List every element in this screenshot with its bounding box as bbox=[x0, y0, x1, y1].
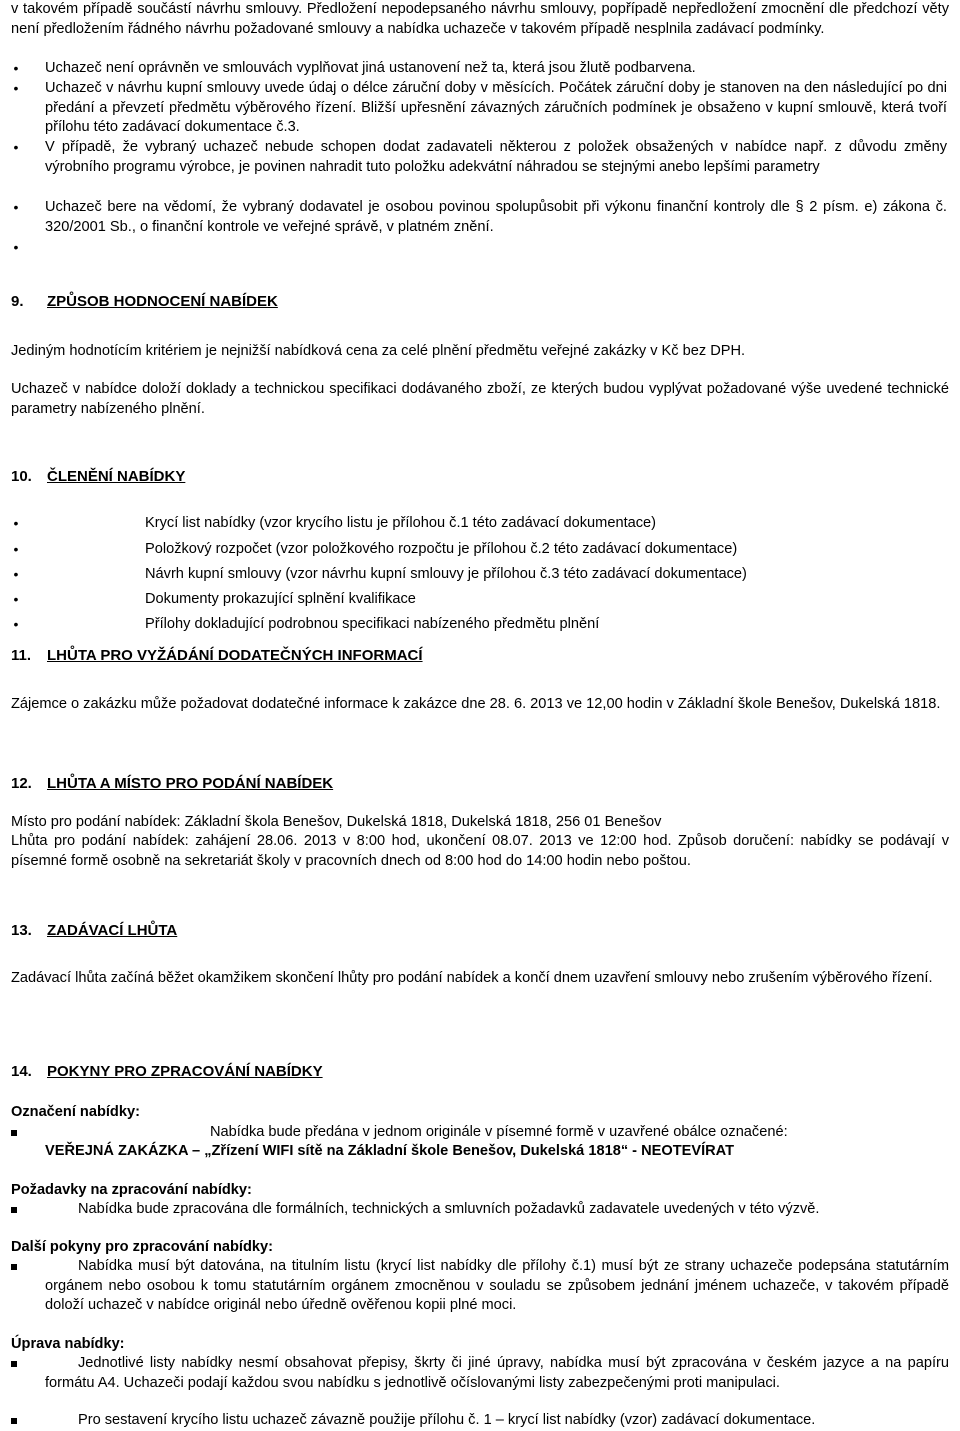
bullet-icon: • bbox=[13, 60, 19, 76]
section-title: ČLENĚNÍ NABÍDKY bbox=[47, 468, 186, 485]
square-bullet-icon bbox=[11, 1418, 17, 1424]
list-item-text: Pro sestavení krycího listu uchazeč závazně použije přílohu č. 1 – krycí list nabídky (vzor) zadávací dokumentace. bbox=[78, 1412, 816, 1428]
section-heading bbox=[11, 774, 333, 794]
paragraph: Místo pro podání nabídek: Základní škola Benešov, Dukelská 1818, Dukelská 1818, 256 01 Benešov bbox=[11, 814, 662, 830]
bullet-icon: • bbox=[13, 80, 19, 96]
square-bullet-icon bbox=[11, 1130, 17, 1136]
section-number: 13. bbox=[11, 922, 32, 939]
section-title: LHŮTA PRO VYŽÁDÁNÍ DODATEČNÝCH INFORMACÍ bbox=[47, 647, 423, 664]
bullet-icon: • bbox=[13, 139, 19, 155]
subheading: Požadavky na zpracování nabídky: bbox=[11, 1182, 252, 1198]
list-item: V případě, že vybraný uchazeč nebude schopen dodat zadavateli některou z položek obsažených v nabídce např. z důvodu změny výrobního programu výrobce, je povinen nahradit tuto položku adekvátní náhradou se stejnými anebo lepšími parametry bbox=[45, 139, 947, 175]
section-title: LHŮTA A MÍSTO PRO PODÁNÍ NABÍDEK bbox=[47, 775, 334, 792]
bullet-icon: • bbox=[13, 616, 19, 632]
bullet-icon: • bbox=[13, 591, 19, 607]
subheading: Označení nabídky: bbox=[11, 1104, 140, 1120]
section-title: ZADÁVACÍ LHŮTA bbox=[47, 922, 178, 939]
list-item-text: Nabídka musí být datována, na titulním listu (krycí list nabídky dle přílohy č.1) musí být ze strany uchazeče podepsána statutárním orgánem nebo osobou k tomu statutárním orgánem zmocněnou v souladu se způsobem jednání jménem uchazeče, v takovém případě doloží uchazeč v nabídce originál nebo úředně ověřenou kopii plné moci. bbox=[45, 1258, 949, 1313]
paragraph: Lhůta pro podání nabídek: zahájení 28.06. 2013 v 8:00 hod, ukončení 08.07. 2013 ve 12:00 hod. Způsob doručení: nabídky se podávají v písemné formě osobně na sekretariát školy v pracovních dnech od 8:00 hod do 14:00 hodin nebo poštou. bbox=[11, 833, 949, 869]
subheading: Úprava nabídky: bbox=[11, 1336, 125, 1352]
paragraph: Jediným hodnotícím kritériem je nejnižší nabídková cena za celé plnění předmětu veřejné zakázky v Kč bez DPH. bbox=[11, 343, 746, 359]
subheading: Další pokyny pro zpracování nabídky: bbox=[11, 1239, 273, 1255]
bullet-icon: • bbox=[13, 566, 19, 582]
section-number: 9. bbox=[11, 293, 24, 310]
section-heading bbox=[11, 467, 185, 487]
list-item: Položkový rozpočet (vzor položkového rozpočtu je přílohou č.2 této zadávací dokumentace) bbox=[145, 541, 738, 557]
list-item: Návrh kupní smlouvy (vzor návrhu kupní smlouvy je přílohou č.3 této zadávací dokumentace) bbox=[145, 566, 747, 582]
list-item: Dokumenty prokazující splnění kvalifikace bbox=[145, 591, 416, 607]
list-item: Krycí list nabídky (vzor krycího listu je přílohou č.1 této zadávací dokumentace) bbox=[145, 515, 657, 531]
list-item: Uchazeč v návrhu kupní smlouvy uvede údaj o délce záruční doby v měsících. Počátek záruční doby je stanoven na den následující po dni předání a převzetí předmětu výběrového řízení. Bližší upřesnění závazných záručních podmínek je obsaženo v kupní smlouvě, která tvoří přílohu této zadávací dokumentace č.3. bbox=[45, 80, 947, 135]
square-bullet-icon bbox=[11, 1207, 17, 1213]
tender-label: VEŘEJNÁ ZAKÁZKA – „Zřízení WIFI sítě na Základní škole Benešov, Dukelská 1818“ - NEOTEVÍRAT bbox=[45, 1143, 735, 1159]
section-number: 14. bbox=[11, 1063, 32, 1080]
paragraph: Zadávací lhůta začíná běžet okamžikem skončení lhůty pro podání nabídek a končí dnem uzavření smlouvy nebo zrušením výběrového řízení. bbox=[11, 970, 933, 986]
section-heading bbox=[11, 1062, 323, 1082]
list-item-text: Nabídka bude zpracována dle formálních, technických a smluvních požadavků zadavatele uvedených v této výzvě. bbox=[78, 1201, 820, 1217]
square-bullet-icon bbox=[11, 1361, 17, 1367]
list-item-text: Jednotlivé listy nabídky nesmí obsahovat přepisy, škrty či jiné úpravy, nabídka musí být zpracována v českém jazyce a na papíru formátu A4. Uchazeči podají každou svou nabídku s jednotlivě očíslovanými listy zabezpečenými proti manipulaci. bbox=[45, 1355, 949, 1391]
section-title: ZPŮSOB HODNOCENÍ NABÍDEK bbox=[47, 293, 278, 310]
bullet-icon: • bbox=[13, 541, 19, 557]
list-item: Uchazeč není oprávněn ve smlouvách vyplňovat jiná ustanovení než ta, která jsou žlutě podbarvena. bbox=[45, 60, 696, 76]
section-number: 12. bbox=[11, 775, 32, 792]
list-item: Přílohy dokladující podrobnou specifikaci nabízeného předmětu plnění bbox=[145, 616, 600, 632]
bullet-icon: • bbox=[13, 239, 19, 255]
bullet-icon: • bbox=[13, 515, 19, 531]
list-item-text: Nabídka bude předána v jednom originále v písemné formě v uzavřené obálce označené: bbox=[210, 1124, 788, 1140]
paragraph: Uchazeč v nabídce doloží doklady a technickou specifikaci dodávaného zboží, ze kterých budou vyplývat požadované výše uvedené technické parametry nabízeného plnění. bbox=[11, 381, 949, 417]
section-number: 10. bbox=[11, 468, 32, 485]
section-heading bbox=[11, 646, 423, 666]
section-heading bbox=[11, 292, 278, 312]
bullet-icon: • bbox=[13, 199, 19, 215]
section-heading bbox=[11, 921, 177, 941]
intro-paragraph: v takovém případě součástí návrhu smlouvy. Předložení nepodepsaného návrhu smlouvy, popřípadě nepředložení zmocnění dle předchozí věty není předložením řádného návrhu požadované smlouvy a nabídka uchazeče v takovém případě nesplnila zadávací podmínky. bbox=[11, 1, 949, 37]
paragraph: Zájemce o zakázku může požadovat dodatečné informace k zakázce dne 28. 6. 2013 ve 12,00 hodin v Základní škole Benešov, Dukelská 1818. bbox=[11, 696, 941, 712]
list-item: Uchazeč bere na vědomí, že vybraný dodavatel je osobou povinou spolupůsobit při výkonu finanční kontroly dle § 2 písm. e) zákona č. 320/2001 Sb., o finanční kontrole ve veřejné správě, v platném znění. bbox=[45, 199, 947, 235]
section-number: 11. bbox=[11, 647, 32, 664]
square-bullet-icon bbox=[11, 1264, 17, 1270]
section-title: POKYNY PRO ZPRACOVÁNÍ NABÍDKY bbox=[47, 1063, 323, 1080]
